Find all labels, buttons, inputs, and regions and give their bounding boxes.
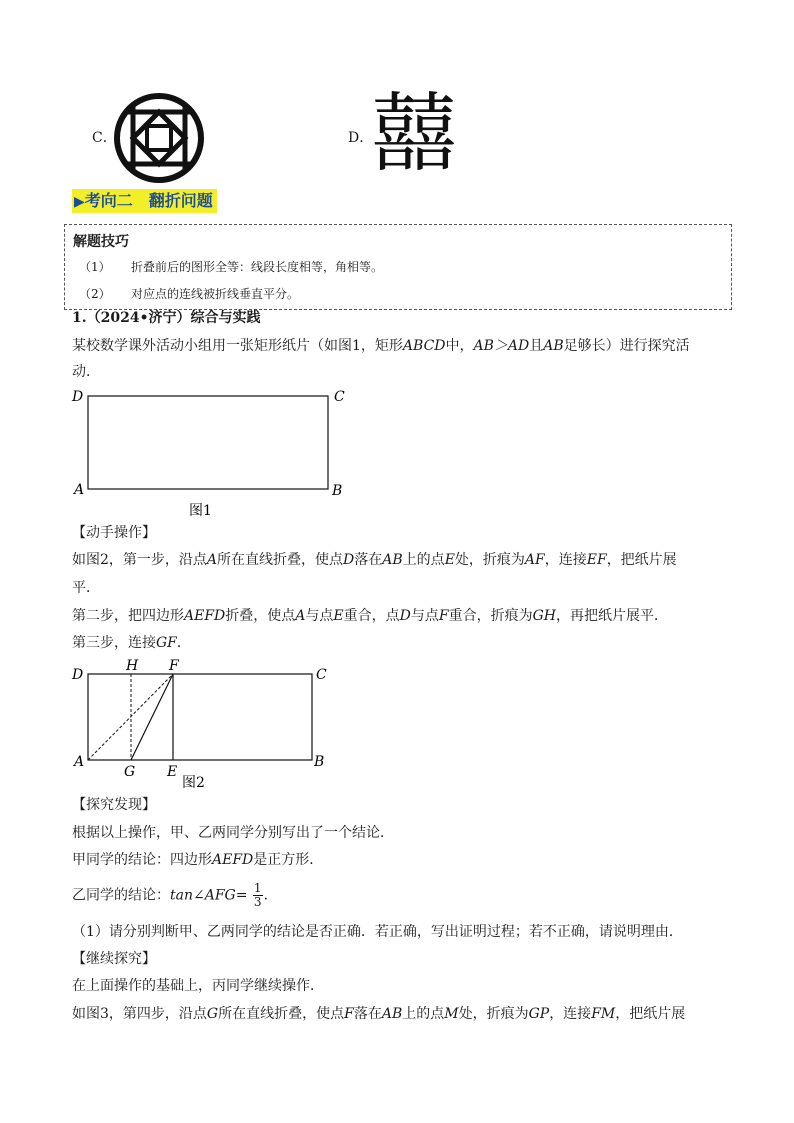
tip-number: （1） bbox=[79, 260, 111, 274]
tips-title: 解题技巧 bbox=[73, 234, 129, 250]
intro-line-2: 动． bbox=[72, 364, 100, 380]
fig1-label-a: A bbox=[74, 482, 85, 498]
fig1-label-b: B bbox=[332, 483, 343, 499]
step-1-line-2: 平． bbox=[72, 580, 100, 596]
fig1-label-c: C bbox=[334, 389, 345, 405]
fig2-label-f: F bbox=[169, 658, 179, 674]
figure-2-fold-diagram bbox=[64, 654, 344, 794]
explore-title: 【探究发现】 bbox=[72, 797, 156, 813]
fraction-denominator: 3 bbox=[253, 895, 262, 909]
section-heading bbox=[72, 189, 217, 213]
tip-item bbox=[79, 285, 299, 302]
continue-line: 在上面操作的基础上，丙同学继续操作． bbox=[72, 978, 324, 994]
yi-conclusion: 乙同学的结论：tan∠AFG= $\frac{1}{3}$ ． bbox=[72, 881, 278, 909]
hands-on-title: 【动手操作】 bbox=[72, 525, 156, 541]
tip-item bbox=[79, 258, 383, 275]
fig2-label-b: B bbox=[314, 754, 325, 770]
tip-text: 折叠前后的图形全等：线段长度相等，角相等。 bbox=[131, 260, 384, 274]
step-1-line-1: 如图2，第一步，沿点A所在直线折叠，使点D落在AB上的点E处，折痕为AF，连接EF，把纸片展 bbox=[72, 552, 677, 568]
step-3-line: 第三步，连接GF． bbox=[72, 635, 191, 651]
section-title: 考向二 翻折问题 bbox=[84, 191, 213, 210]
continue-title: 【继续探究】 bbox=[72, 951, 156, 967]
step-2-line: 第二步，把四边形AEFD折叠，使点A与点E重合，点D与点F重合，折痕为GH，再把纸片展平． bbox=[72, 608, 668, 624]
fig2-label-g: G bbox=[124, 764, 136, 780]
problem-header: 1.（2024•济宁）综合与实践 bbox=[72, 310, 261, 326]
step-4-line: 如图3，第四步，沿点G所在直线折叠，使点F落在AB上的点M处，折痕为GP，连接FM，把纸片展 bbox=[72, 1006, 686, 1022]
question-1: （1）请分别判断甲、乙两同学的结论是否正确．若正确，写出证明过程；若不正确，请说明理由． bbox=[72, 924, 683, 940]
option-c-label: C． bbox=[92, 130, 117, 146]
fig2-label-e: E bbox=[167, 764, 178, 780]
option-c-emblem-image bbox=[113, 92, 205, 184]
fig2-label-a: A bbox=[74, 754, 85, 770]
jia-conclusion: 甲同学的结论：四边形AEFD是正方形． bbox=[72, 852, 324, 868]
fig2-caption: 图2 bbox=[182, 775, 205, 791]
explore-line: 根据以上操作，甲、乙两同学分别写出了一个结论． bbox=[72, 825, 394, 841]
tip-number: （2） bbox=[79, 287, 111, 301]
tips-box bbox=[64, 224, 732, 310]
fig2-label-d: D bbox=[72, 667, 84, 683]
fig1-label-d: D bbox=[72, 389, 84, 405]
fig2-label-c: C bbox=[316, 667, 327, 683]
fig1-caption: 图1 bbox=[189, 503, 212, 519]
option-d-label: D． bbox=[348, 130, 374, 146]
triangle-marker-icon: ▶ bbox=[74, 194, 85, 210]
intro-line-1: 某校数学课外活动小组用一张矩形纸片（如图1，矩形ABCD中，AB＞AD且AB足够长）进行探究活 bbox=[72, 338, 690, 354]
fig2-label-h: H bbox=[126, 658, 139, 674]
tip-text: 对应点的连线被折线垂直平分。 bbox=[131, 287, 300, 301]
fraction-numerator: 1 bbox=[253, 881, 262, 895]
figure-1-rectangle-diagram bbox=[64, 384, 364, 524]
option-d-glyph: 囍 bbox=[371, 84, 457, 184]
